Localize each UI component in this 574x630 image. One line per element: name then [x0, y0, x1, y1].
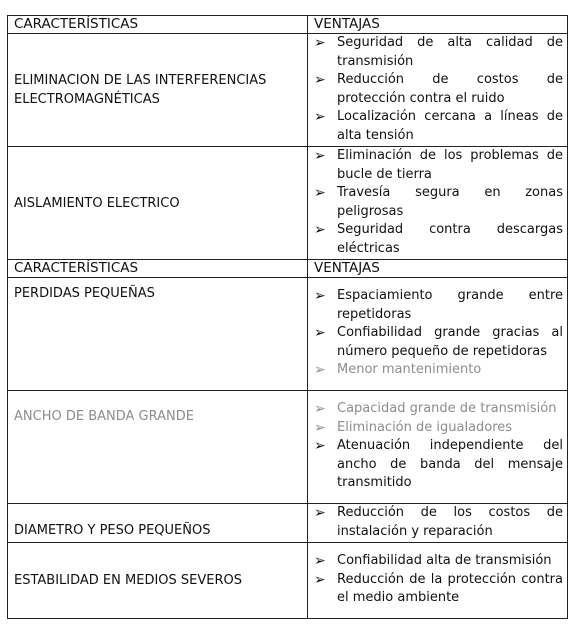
- header-features: CARACTERÍSTICAS: [8, 260, 308, 278]
- arrow-bullet-icon: ➢: [314, 72, 326, 88]
- arrow-bullet-icon: ➢: [314, 401, 326, 418]
- header-row: [8, 16, 568, 34]
- arrow-bullet-icon: ➢: [314, 185, 326, 201]
- arrow-bullet-icon: ➢: [314, 35, 326, 51]
- advantage-item: ➢ Seguridad de alta calidad de transmisión: [314, 35, 563, 69]
- advantages-cell: [308, 34, 568, 147]
- table-row: [8, 34, 568, 147]
- advantage-item: ➢ Capacidad grande de transmisión: [314, 401, 557, 418]
- advantage-item: ➢ Espaciamiento grande entre repetidoras: [314, 288, 563, 322]
- features-advantages-document: [7, 15, 567, 619]
- advantage-item: ➢ Menor mantenimiento: [314, 362, 482, 379]
- feature-cell: ESTABILIDAD EN MEDIOS SEVEROS: [8, 543, 308, 619]
- arrow-bullet-icon: ➢: [314, 222, 326, 238]
- arrow-bullet-icon: ➢: [314, 325, 326, 342]
- advantage-item: ➢ Reducción de costos de protección contra el ruido: [314, 72, 563, 106]
- arrow-bullet-icon: ➢: [314, 571, 326, 588]
- advantage-item: ➢ Eliminación de los problemas de bucle de tierra: [314, 148, 563, 182]
- feature-cell: PERDIDAS PEQUEÑAS: [8, 278, 308, 391]
- advantage-item: ➢ Reducción de los costos de instalación y reparación: [314, 505, 563, 539]
- advantages-cell: [308, 504, 568, 543]
- advantages-cell: [308, 391, 568, 504]
- features-table: [7, 15, 568, 619]
- header-row: [8, 260, 568, 278]
- advantage-item: ➢ Reducción de la protección contra el medio ambiente: [314, 571, 563, 606]
- feature-cell: AISLAMIENTO ELECTRICO: [8, 147, 308, 260]
- advantage-item: ➢ Confiabilidad grande gracias al número pequeño de repetidoras: [314, 325, 563, 359]
- arrow-bullet-icon: ➢: [314, 553, 326, 570]
- arrow-bullet-icon: ➢: [314, 109, 326, 125]
- advantage-item: ➢ Localización cercana a líneas de alta tensión: [314, 109, 563, 143]
- header-advantages: VENTAJAS: [308, 260, 568, 278]
- table-row: [8, 504, 568, 543]
- advantage-item: ➢ Travesía segura en zonas peligrosas: [314, 185, 563, 219]
- advantages-cell: [308, 278, 568, 391]
- arrow-bullet-icon: ➢: [314, 438, 326, 455]
- advantage-item: ➢ Seguridad contra descargas eléctricas: [314, 222, 563, 256]
- arrow-bullet-icon: ➢: [314, 362, 326, 379]
- advantage-item: ➢ Atenuación independiente del ancho de banda del mensaje transmitido: [314, 438, 563, 491]
- feature-cell: ELIMINACION DE LAS INTERFERENCIAS ELECTROMAGNÉTICAS: [8, 34, 308, 147]
- feature-cell: ANCHO DE BANDA GRANDE: [8, 391, 308, 504]
- arrow-bullet-icon: ➢: [314, 419, 326, 436]
- advantage-item: ➢ Eliminación de igualadores: [314, 419, 513, 436]
- table-row: [8, 147, 568, 260]
- arrow-bullet-icon: ➢: [314, 288, 326, 305]
- header-features: CARACTERÍSTICAS: [8, 16, 308, 34]
- header-advantages: VENTAJAS: [308, 16, 568, 34]
- arrow-bullet-icon: ➢: [314, 148, 326, 164]
- advantages-cell: [308, 543, 568, 619]
- feature-cell: DIAMETRO Y PESO PEQUEÑOS: [8, 504, 308, 543]
- arrow-bullet-icon: ➢: [314, 505, 326, 521]
- advantage-item: ➢ Confiabilidad alta de transmisión: [314, 553, 552, 570]
- advantages-cell: [308, 147, 568, 260]
- table-row: [8, 278, 568, 391]
- table-row: [8, 391, 568, 504]
- table-row: [8, 543, 568, 619]
